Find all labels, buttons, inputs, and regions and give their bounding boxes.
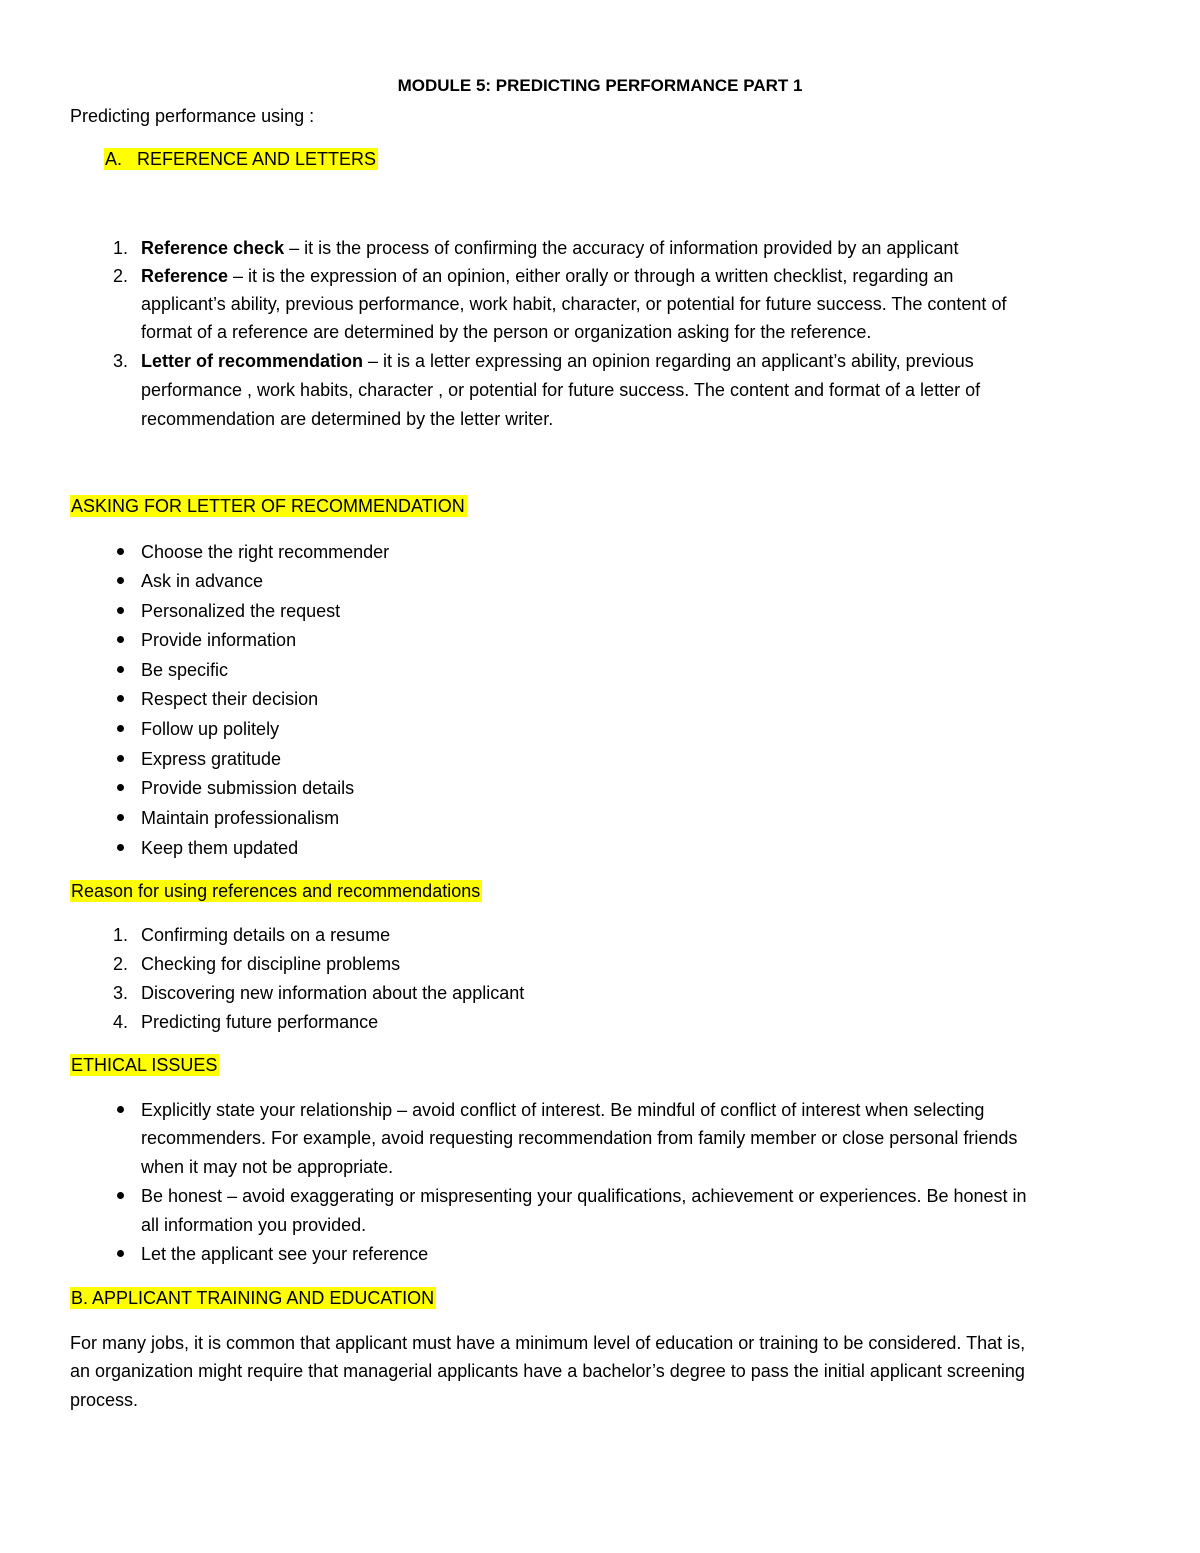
bullet-icon — [116, 754, 126, 764]
definition-text-line: performance , work habits, character , or potential for future success. The content and format of a letter of — [141, 380, 981, 400]
ethical-item-line: recommenders. For example, avoid requesting recommendation from family member or close personal friends — [141, 1128, 1018, 1148]
definition-text: – it is the expression of an opinion, either orally or through a written checklist, regarding an — [228, 266, 954, 286]
bullet-icon — [116, 1249, 126, 1259]
ethical-item-line: Be honest – avoid exaggerating or mispresenting your qualifications, achievement or experiences. Be honest in — [141, 1186, 1027, 1206]
section-a-heading — [104, 148, 378, 170]
reason-heading: Reason for using references and recommendations — [71, 881, 481, 901]
asking-item: Be specific — [141, 660, 229, 680]
bullet-icon — [116, 843, 126, 853]
bullet-icon — [116, 576, 126, 586]
asking-item: Express gratitude — [141, 749, 282, 769]
reason-item: Discovering new information about the applicant — [141, 983, 525, 1003]
bullet-icon — [116, 635, 126, 645]
reason-number: 1. — [112, 925, 128, 945]
definition-text: – it is the process of confirming the accuracy of information provided by an applicant — [284, 238, 959, 258]
asking-item: Choose the right recommender — [141, 542, 390, 562]
reason-number: 2. — [112, 954, 128, 974]
bullet-icon — [116, 724, 126, 734]
definition-item — [141, 265, 953, 287]
section-b-paragraph-line: process. — [70, 1390, 139, 1410]
reason-item: Checking for discipline problems — [141, 954, 401, 974]
asking-heading: ASKING FOR LETTER OF RECOMMENDATION — [71, 496, 465, 516]
bullet-icon — [116, 694, 126, 704]
definition-item — [141, 350, 974, 372]
bullet-icon — [116, 813, 126, 823]
intro-text: Predicting performance using : — [70, 106, 315, 126]
reason-item: Confirming details on a resume — [141, 925, 391, 945]
definition-number: 2. — [112, 266, 128, 286]
reason-number: 3. — [112, 983, 128, 1003]
bullet-icon — [116, 665, 126, 675]
bullet-icon — [116, 1105, 126, 1115]
section-a-label: REFERENCE AND LETTERS — [137, 149, 377, 169]
section-a-marker: A. — [105, 149, 123, 169]
asking-item: Ask in advance — [141, 571, 264, 591]
definition-text-line: applicant’s ability, previous performance, work habit, character, or potential for future success. The content of — [141, 294, 1007, 314]
asking-item: Provide information — [141, 630, 297, 650]
definition-text-line: format of a reference are determined by the person or organization asking for the reference. — [141, 322, 872, 342]
ethical-item-line: Let the applicant see your reference — [141, 1244, 429, 1264]
bullet-icon — [116, 1191, 126, 1201]
reason-item: Predicting future performance — [141, 1012, 379, 1032]
asking-item: Provide submission details — [141, 778, 355, 798]
ethical-item-line: all information you provided. — [141, 1215, 367, 1235]
asking-item: Maintain professionalism — [141, 808, 340, 828]
bullet-icon — [116, 783, 126, 793]
definition-term: Reference check — [141, 238, 285, 258]
ethical-item-line: when it may not be appropriate. — [141, 1157, 394, 1177]
definition-number: 1. — [112, 238, 128, 258]
asking-item: Personalized the request — [141, 601, 341, 621]
section-b-heading: B. APPLICANT TRAINING AND EDUCATION — [71, 1288, 435, 1308]
asking-item: Follow up politely — [141, 719, 280, 739]
definition-item — [141, 237, 958, 259]
ethical-heading: ETHICAL ISSUES — [71, 1055, 218, 1075]
asking-item: Respect their decision — [141, 689, 319, 709]
section-b-paragraph-line: For many jobs, it is common that applicant must have a minimum level of education or training to be considered. That is, — [70, 1333, 1026, 1353]
definition-text-line: recommendation are determined by the letter writer. — [141, 409, 554, 429]
page-title: MODULE 5: PREDICTING PERFORMANCE PART 1 — [397, 76, 803, 95]
definition-term: Letter of recommendation — [141, 351, 364, 371]
asking-item: Keep them updated — [141, 838, 299, 858]
definition-text: – it is a letter expressing an opinion regarding an applicant’s ability, previous — [363, 351, 974, 371]
reason-number: 4. — [112, 1012, 128, 1032]
ethical-item-line: Explicitly state your relationship – avoid conflict of interest. Be mindful of conflict of interest when selecting — [141, 1100, 985, 1120]
section-b-paragraph-line: an organization might require that managerial applicants have a bachelor’s degree to pass the initial applicant screening — [70, 1361, 1025, 1381]
definition-term: Reference — [141, 266, 229, 286]
section-a-highlight — [104, 148, 378, 170]
bullet-icon — [116, 547, 126, 557]
definition-number: 3. — [112, 351, 128, 371]
bullet-icon — [116, 606, 126, 616]
